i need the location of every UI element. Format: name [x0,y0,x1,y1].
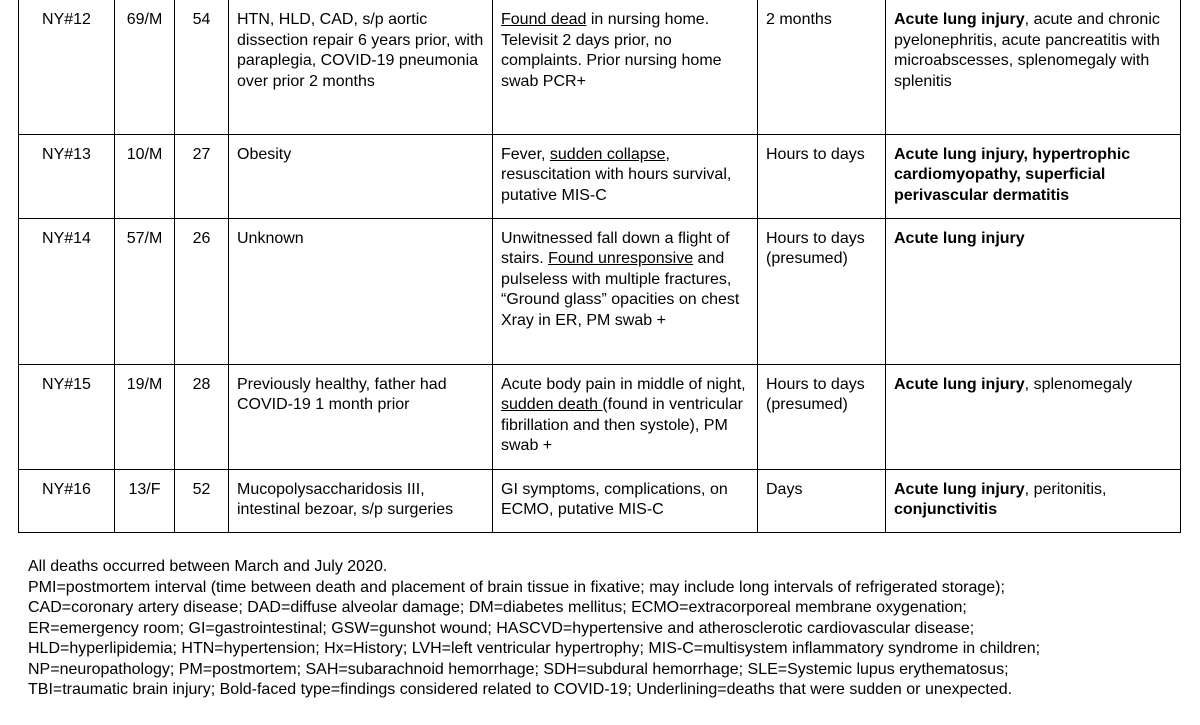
history: Previously healthy, father had COVID-19 1 month prior [229,364,493,469]
duration: Hours to days (presumed) [758,218,886,364]
duration: Hours to days [758,134,886,218]
age-sex: 13/F [115,469,175,532]
table-row [19,364,1181,469]
text-segment: , splenomegaly [1024,375,1133,393]
presentation [493,218,758,364]
pmi: 28 [175,364,229,469]
presentation [493,364,758,469]
history: Mucopolysaccharidosis III, intestinal bezoar, s/p surgeries [229,469,493,532]
table-row [19,0,1181,134]
presentation [493,0,758,134]
findings [886,364,1181,469]
bold-text: conjunctivitis [894,501,998,518]
text-segment: Unwitnessed fall down a flight of stairs. [501,229,730,267]
case-id: NY#15 [19,364,115,469]
presentation [493,134,758,218]
pmi: 54 [175,0,229,134]
findings [886,218,1181,364]
table-row [19,469,1181,532]
duration: Days [758,469,886,532]
age-sex: 10/M [115,134,175,218]
footnote-line: CAD=coronary artery disease; DAD=diffuse alveolar damage; DM=diabetes mellitus; ECMO=extracorporeal membrane oxygenation; [28,599,967,616]
age-sex: 69/M [115,0,175,134]
findings [886,469,1181,532]
history: Obesity [229,134,493,218]
underlined-text: Found unresponsive [548,250,694,267]
age-sex: 57/M [115,218,175,364]
text-segment: GI symptoms, complications, on ECMO, putative MIS-C [501,480,728,518]
footnote-line: All deaths occurred between March and July 2020. [28,558,388,575]
text-segment: and pulseless with multiple fractures, “Ground glass” opacities on chest Xray in ER, PM swab + [501,250,740,329]
bold-text: Acute lung injury [894,11,1025,28]
case-id: NY#12 [19,0,115,134]
underlined-text: sudden collapse [549,145,666,163]
table-row [19,134,1181,218]
pmi: 27 [175,134,229,218]
history: HTN, HLD, CAD, s/p aortic dissection repair 6 years prior, with paraplegia, COVID-19 pneumonia over prior 2 months [229,0,493,134]
table-footnotes [28,557,1040,701]
underlined-text: Found dead [501,11,587,28]
age-sex: 19/M [115,364,175,469]
bold-text: Acute lung injury, hypertrophic cardiomyopathy, superficial perivascular dermatitis [894,145,1131,204]
pmi: 52 [175,469,229,532]
text-segment: , acute and chronic pyelonephritis, acute pancreatitis with microabscesses, splenomegaly with splenitis [894,11,1160,90]
footnote-line: NP=neuropathology; PM=postmortem; SAH=subarachnoid hemorrhage; SDH=subdural hemorrhage; SLE=Systemic lupus erythematosus; [28,660,1009,678]
table-row [19,218,1181,364]
findings [886,134,1181,218]
footnote-line: HLD=hyperlipidemia; HTN=hypertension; Hx=History; LVH=left ventricular hypertrophy; MIS-C=multisystem inflammatory syndrome in children; [28,640,1041,657]
bold-text: Acute lung injury [894,375,1025,393]
text-segment: , resuscitation with hours survival, putative MIS-C [501,145,732,204]
text-segment: in nursing home. Televisit 2 days prior, no complaints. Prior nursing home swab PCR+ [501,11,722,90]
bold-text: Acute lung injury [894,480,1025,498]
case-id: NY#14 [19,218,115,364]
text-segment: (found in ventricular fibrillation and then systole), PM swab + [501,396,743,454]
footnote-line: PMI=postmortem interval (time between death and placement of brain tissue in fixative; may include long intervals of refrigerated storage); [28,578,1005,596]
text-segment: , peritonitis, [1024,480,1107,498]
footnote-line: ER=emergency room; GI=gastrointestinal; GSW=gunshot wound; HASCVD=hypertensive and atherosclerotic cardiovascular disease; [28,619,975,637]
duration: 2 months [758,0,886,134]
case-id: NY#16 [19,469,115,532]
case-id: NY#13 [19,134,115,218]
case-table [18,0,1181,533]
footnote-line: TBI=traumatic brain injury; Bold-faced type=findings considered related to COVID-19; Underlining=deaths that were sudden or unexpected. [28,681,1013,698]
text-segment: Fever, [501,145,550,163]
history: Unknown [229,218,493,364]
pmi: 26 [175,218,229,364]
findings [886,0,1181,134]
presentation [493,469,758,532]
underlined-text: sudden death [501,396,603,413]
text-segment: Acute body pain in middle of night, [501,375,746,393]
bold-text: Acute lung injury [894,229,1025,247]
duration: Hours to days (presumed) [758,364,886,469]
